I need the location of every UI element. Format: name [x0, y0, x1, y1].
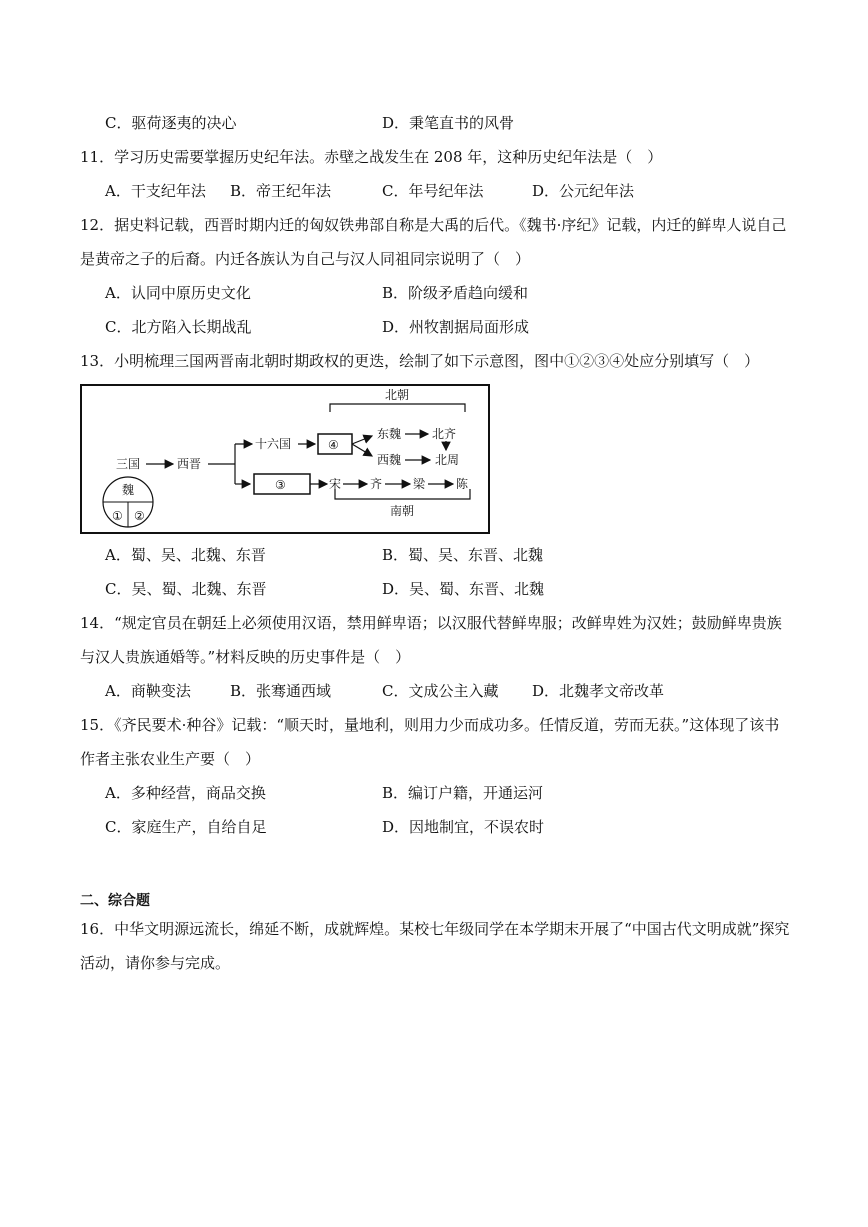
q13-option-d: D．吴、蜀、东晋、北魏 — [382, 580, 545, 598]
q12-option-c: C．北方陷入长期战乱 — [105, 318, 252, 336]
blank-4: ④ — [328, 438, 339, 452]
blank-3: ③ — [275, 478, 286, 492]
blank-1: ① — [112, 509, 123, 523]
chen-label: 陈 — [456, 477, 469, 491]
q16-stem-line2: 活动，请你参与完成。 — [80, 954, 231, 972]
blank-2: ② — [134, 509, 145, 523]
q14-option-d: D．北魏孝文帝改革 — [532, 682, 665, 700]
q13-option-b: B．蜀、吴、东晋、北魏 — [382, 546, 544, 564]
q11-option-a: A．干支纪年法 — [105, 182, 206, 200]
qi-label: 齐 — [370, 477, 383, 491]
q14-stem-line1: 14．“规定官员在朝廷上必须使用汉语，禁用鲜卑语；以汉服代替鲜卑服；改鲜卑姓为汉姓；鼓励鲜卑贵族 — [80, 614, 782, 632]
south-label: 南朝 — [390, 504, 415, 518]
q15-stem-line2: 作者主张农业生产要（ ） — [80, 750, 261, 768]
q12-stem-line1: 12．据史料记载，西晋时期内迁的匈奴铁弗部自称是大禹的后代。《魏书·序纪》记载，内迁的鲜卑人说自己 — [80, 216, 787, 234]
eastern-wei-label: 东魏 — [377, 427, 402, 441]
q15-option-c: C．家庭生产，自给自足 — [105, 818, 267, 836]
q15-option-d: D．因地制宜，不误农时 — [382, 818, 545, 836]
q12-stem-line2: 是黄帝之子的后裔。内迁各族认为自己与汉人同祖同宗说明了（ ） — [80, 250, 531, 268]
q10-option-c: C．驱荷逐夷的决心 — [105, 114, 237, 132]
q14-option-a: A．商鞅变法 — [105, 682, 191, 700]
q12-option-a: A．认同中原历史文化 — [105, 284, 251, 302]
three-kingdoms-label: 三国 — [116, 457, 141, 471]
western-jin-label: 西晋 — [177, 457, 202, 471]
song-label: 宋 — [329, 477, 342, 491]
q13-option-c: C．吴、蜀、北魏、东晋 — [105, 580, 267, 598]
q14-option-c: C．文成公主入藏 — [382, 682, 499, 700]
north-label: 北朝 — [385, 388, 410, 402]
q13-option-a: A．蜀、吴、北魏、东晋 — [105, 546, 266, 564]
q14-stem-line2: 与汉人贵族通婚等。”材料反映的历史事件是（ ） — [80, 648, 411, 666]
q10-option-d: D．秉笔直书的风骨 — [382, 114, 515, 132]
q15-option-a: A．多种经营，商品交换 — [105, 784, 266, 802]
q13-stem: 13．小明梳理三国两晋南北朝时期政权的更迭，绘制了如下示意图，图中①②③④处应分别填写（ ） — [80, 352, 760, 370]
q15-option-b: B．编订户籍，开通运河 — [382, 784, 544, 802]
q12-option-b: B．阶级矛盾趋向缓和 — [382, 284, 529, 302]
north-bracket — [330, 404, 465, 412]
q14-option-b: B．张骞通西域 — [230, 682, 332, 700]
western-wei-label: 西魏 — [377, 453, 402, 467]
liang-label: 梁 — [413, 477, 426, 491]
section-2-title: 二、综合题 — [80, 893, 150, 909]
q11-option-b: B．帝王纪年法 — [230, 182, 332, 200]
south-bracket — [335, 489, 470, 499]
dynasty-succession-diagram — [80, 384, 490, 534]
sixteen-kingdoms-label: 十六国 — [255, 437, 292, 451]
arrow-to-eastern-wei — [352, 436, 372, 444]
q11-option-c: C．年号纪年法 — [382, 182, 484, 200]
wei-label: 魏 — [122, 483, 135, 497]
northern-qi-label: 北齐 — [432, 427, 457, 441]
northern-zhou-label: 北周 — [435, 453, 460, 467]
arrow-to-western-wei — [352, 444, 372, 456]
q16-stem-line1: 16．中华文明源远流长，绵延不断，成就辉煌。某校七年级同学在本学期末开展了“中国古代文明成就”探究 — [80, 920, 790, 938]
q11-stem: 11．学习历史需要掌握历史纪年法。赤壁之战发生在 208 年，这种历史纪年法是（ ） — [80, 148, 663, 166]
q15-stem-line1: 15．《齐民要术·种谷》记载：“顺天时，量地利，则用力少而成功多。任情反道，劳而无获。”这体现了该书 — [80, 716, 780, 734]
q11-option-d: D．公元纪年法 — [532, 182, 635, 200]
q12-option-d: D．州牧割据局面形成 — [382, 318, 530, 336]
